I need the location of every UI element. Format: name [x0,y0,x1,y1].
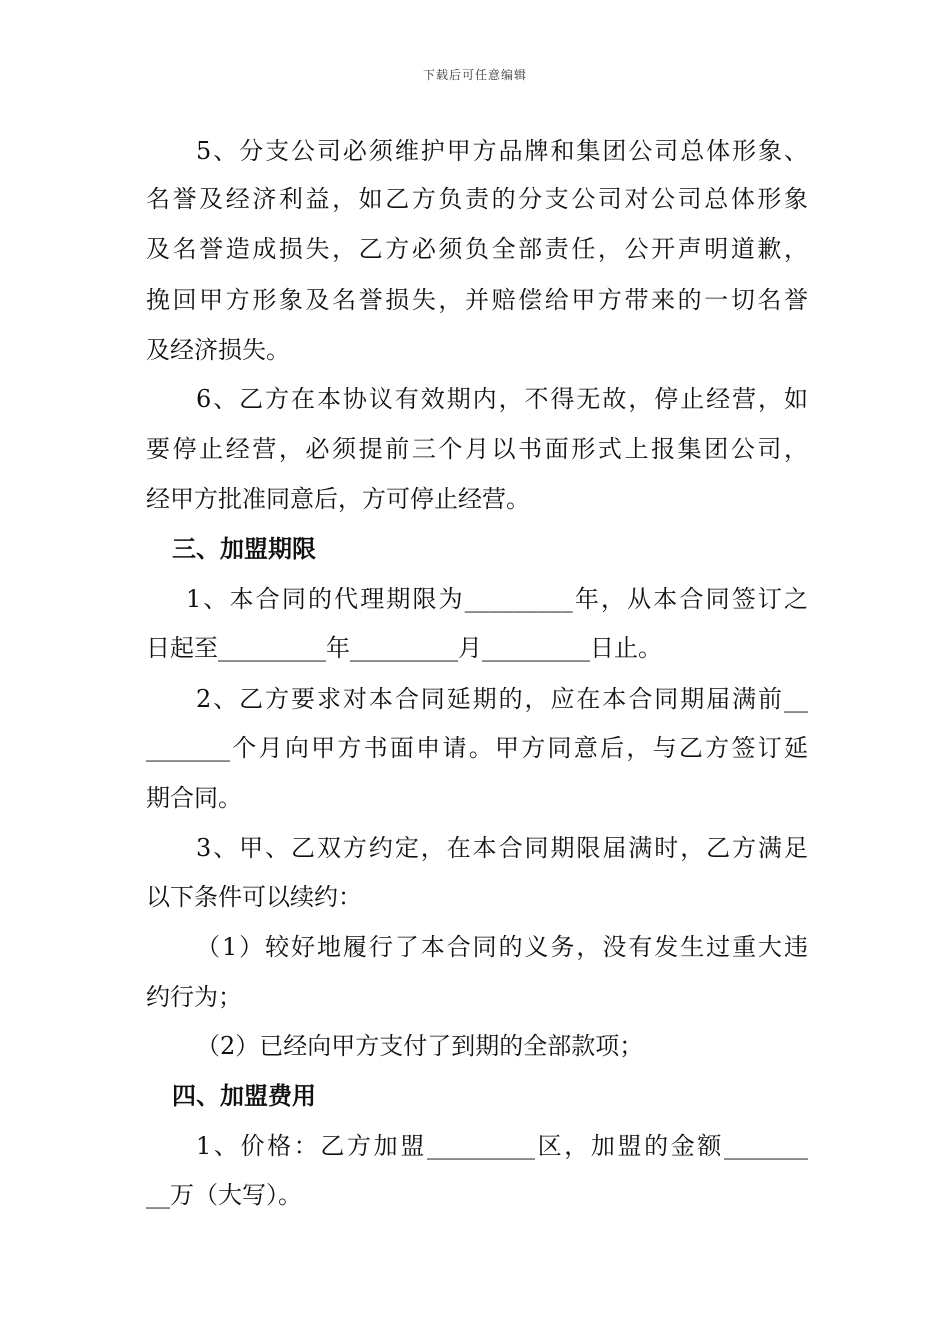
text-line: 约行为； [146,983,242,1011]
text-line: 5、分支公司必须维护甲方品牌和集团公司总体形象、 [196,137,808,165]
text-line: （1）较好地履行了本合同的义务，没有发生过重大违 [196,933,808,961]
text-line: 6、乙方在本协议有效期内，不得无故，停止经营，如 [196,385,808,413]
text-line: 挽回甲方形象及名誉损失，并赔偿给甲方带来的一切名誉 [146,286,808,314]
text-line: 以下条件可以续约： [146,883,362,911]
text-line: 日起至_________年_________月_________日止。 [146,634,662,662]
text-line: 经甲方批准同意后，方可停止经营。 [146,485,530,513]
text-line: 1、价格：乙方加盟_________区，加盟的金额_______ [196,1132,808,1160]
text-line: 及经济损失。 [146,336,290,364]
text-line: _______个月向甲方书面申请。甲方同意后，与乙方签订延 [146,734,808,762]
section-heading: 三、加盟期限 [172,534,316,563]
text-line: __万（大写）。 [146,1181,302,1209]
text-line: （2）已经向甲方支付了到期的全部款项； [196,1032,644,1060]
text-line: 2、乙方要求对本合同延期的，应在本合同期届满前__ [196,685,808,713]
text-line: 1、本合同的代理期限为_________年，从本合同签订之 [186,585,808,613]
text-line: 及名誉造成损失，乙方必须负全部责任，公开声明道歉， [146,235,808,263]
text-line: 期合同。 [146,784,242,812]
section-heading: 四、加盟费用 [172,1081,316,1110]
page-header: 下载后可任意编辑 [422,68,527,82]
text-line: 名誉及经济利益，如乙方负责的分支公司对公司总体形象 [146,185,808,213]
text-line: 3、甲、乙双方约定，在本合同期限届满时，乙方满足 [196,834,808,862]
text-line: 要停止经营，必须提前三个月以书面形式上报集团公司， [146,435,808,463]
